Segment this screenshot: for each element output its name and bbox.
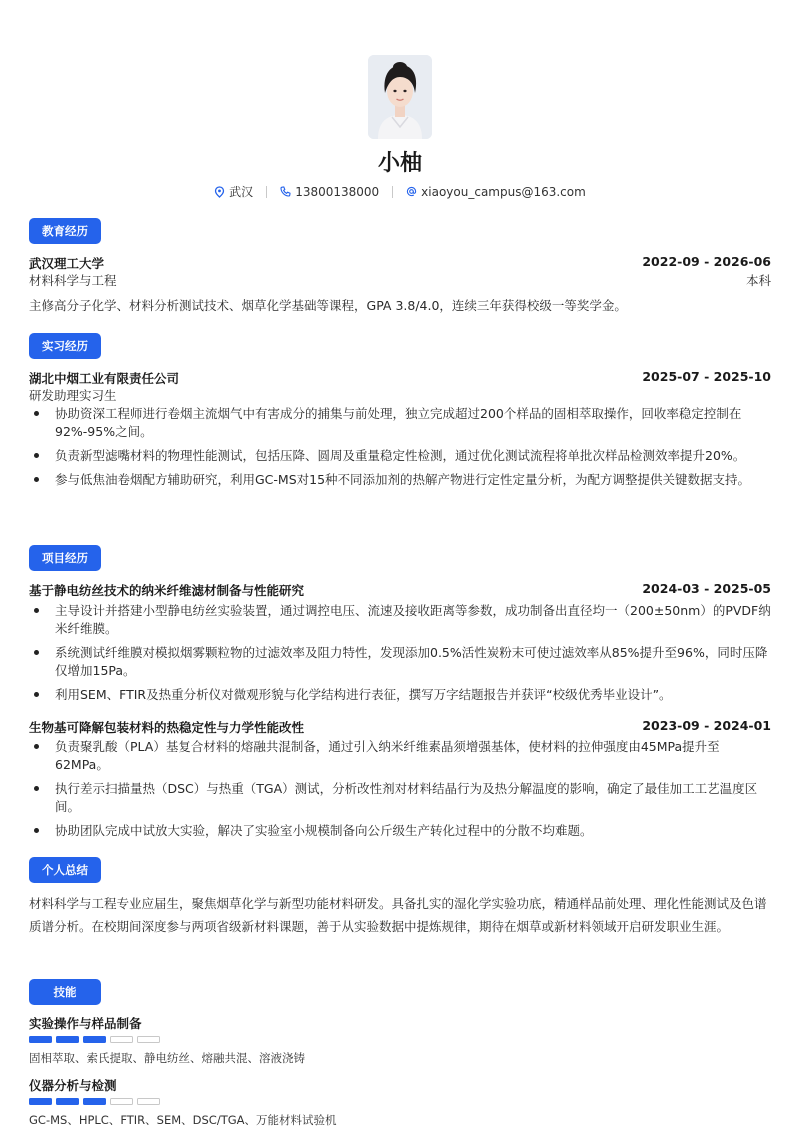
list-item: 参与低焦油卷烟配方辅助研究，利用GC-MS对15种不同添加剂的热解产物进行定性定量分析，为配方调整提供关键数据支持。 bbox=[29, 471, 771, 489]
skill-level-bar bbox=[29, 1036, 160, 1043]
project-header bbox=[29, 718, 771, 736]
skill-name: 实验操作与样品制备 bbox=[29, 1016, 142, 1031]
list-item: 主导设计并搭建小型静电纺丝实验装置，通过调控电压、流速及接收距离等参数，成功制备出直径均一（200±50nm）的PVDF纳米纤维膜。 bbox=[29, 602, 771, 638]
project-dates: 2024-03 - 2025-05 bbox=[642, 581, 771, 596]
skill-level-segment bbox=[137, 1036, 160, 1043]
skill-level-segment bbox=[56, 1036, 79, 1043]
contact-phone bbox=[280, 185, 379, 199]
project-name: 生物基可降解包装材料的热稳定性与力学性能改性 bbox=[29, 720, 305, 735]
skill-name: 仪器分析与检测 bbox=[29, 1078, 117, 1093]
skill-level-segment bbox=[56, 1098, 79, 1105]
education-description: 主修高分子化学、材料分析测试技术、烟草化学基础等课程，GPA 3.8/4.0，连续三年获得校级一等奖学金。 bbox=[29, 298, 627, 313]
internship-dates: 2025-07 - 2025-10 bbox=[642, 369, 771, 384]
internship-bullets bbox=[29, 405, 771, 489]
summary-text: 材料科学与工程专业应届生，聚焦烟草化学与新型功能材料研发。具备扎实的湿化学实验功底，精通样品前处理、理化性能测试及色谱质谱分析。在校期间深度参与两项省级新材料课题，善于从实验数据中提炼规律，期待在烟草或新材料领域开启研发职业生涯。 bbox=[29, 896, 767, 934]
degree: 本科 bbox=[745, 273, 771, 288]
education-header bbox=[29, 254, 771, 272]
project-bullets bbox=[29, 738, 771, 840]
education-dates: 2022-09 - 2026-06 bbox=[642, 254, 771, 269]
project-header bbox=[29, 581, 771, 599]
project-dates: 2023-09 - 2024-01 bbox=[642, 718, 771, 733]
skill-description: GC-MS、HPLC、FTIR、SEM、DSC/TGA、万能材料试验机 bbox=[29, 1113, 337, 1127]
section-internship-title: 实习经历 bbox=[29, 333, 101, 359]
section-skills-title: 技能 bbox=[29, 979, 101, 1005]
education-subheader bbox=[29, 271, 771, 289]
section-education-title: 教育经历 bbox=[29, 218, 101, 244]
list-item: 执行差示扫描量热（DSC）与热重（TGA）测试，分析改性剂对材料结晶行为及热分解温度的影响，确定了最佳加工工艺温度区间。 bbox=[29, 780, 771, 816]
skill-level-bar bbox=[29, 1098, 160, 1105]
skill-level-segment bbox=[29, 1036, 52, 1043]
internship-header bbox=[29, 369, 771, 387]
section-summary-title: 个人总结 bbox=[29, 857, 101, 883]
company-name: 湖北中烟工业有限责任公司 bbox=[29, 371, 180, 386]
skill-level-segment bbox=[137, 1098, 160, 1105]
location-pin-icon bbox=[214, 186, 225, 198]
phone-icon bbox=[280, 186, 291, 197]
candidate-name: 小柚 bbox=[377, 151, 422, 176]
list-item: 负责聚乳酸（PLA）基复合材料的熔融共混制备，通过引入纳米纤维素晶须增强基体，使材料的拉伸强度由45MPa提升至62MPa。 bbox=[29, 738, 771, 774]
skill-description: 固相萃取、索氏提取、静电纺丝、熔融共混、溶液浇铸 bbox=[29, 1051, 305, 1065]
project-bullets bbox=[29, 602, 771, 704]
list-item: 协助资深工程师进行卷烟主流烟气中有害成分的捕集与前处理，独立完成超过200个样品的固相萃取操作，回收率稳定控制在92%-95%之间。 bbox=[29, 405, 771, 441]
internship-role: 研发助理实习生 bbox=[29, 388, 117, 403]
divider bbox=[266, 186, 267, 198]
list-item: 系统测试纤维膜对模拟烟雾颗粒物的过滤效率及阻力特性，发现添加0.5%活性炭粉末可使过滤效率从85%提升至96%，同时压降仅增加15Pa。 bbox=[29, 644, 771, 680]
list-item: 协助团队完成中试放大实验，解决了实验室小规模制备向公斤级生产转化过程中的分散不均难题。 bbox=[29, 822, 771, 840]
profile-photo bbox=[368, 55, 432, 139]
at-sign-icon bbox=[406, 186, 417, 197]
school-name: 武汉理工大学 bbox=[29, 256, 105, 271]
skill-level-segment bbox=[29, 1098, 52, 1105]
skill-level-segment bbox=[110, 1098, 133, 1105]
skill-level-segment bbox=[110, 1036, 133, 1043]
list-item: 负责新型滤嘴材料的物理性能测试，包括压降、圆周及重量稳定性检测，通过优化测试流程将单批次样品检测效率提升20%。 bbox=[29, 447, 771, 465]
skill-level-segment bbox=[83, 1036, 106, 1043]
contact-bar bbox=[0, 183, 800, 200]
phone-text: 13800138000 bbox=[295, 184, 380, 199]
contact-email bbox=[406, 185, 586, 199]
major: 材料科学与工程 bbox=[29, 273, 117, 288]
project-name: 基于静电纺丝技术的纳米纤维滤材制备与性能研究 bbox=[29, 583, 305, 598]
section-projects-title: 项目经历 bbox=[29, 545, 101, 571]
contact-location bbox=[214, 183, 253, 200]
list-item: 利用SEM、FTIR及热重分析仪对微观形貌与化学结构进行表征，撰写万字结题报告并获评“校级优秀毕业设计”。 bbox=[29, 686, 771, 704]
location-text: 武汉 bbox=[229, 185, 254, 199]
email-text: xiaoyou_campus@163.com bbox=[421, 184, 586, 199]
skill-level-segment bbox=[83, 1098, 106, 1105]
divider bbox=[392, 186, 393, 198]
